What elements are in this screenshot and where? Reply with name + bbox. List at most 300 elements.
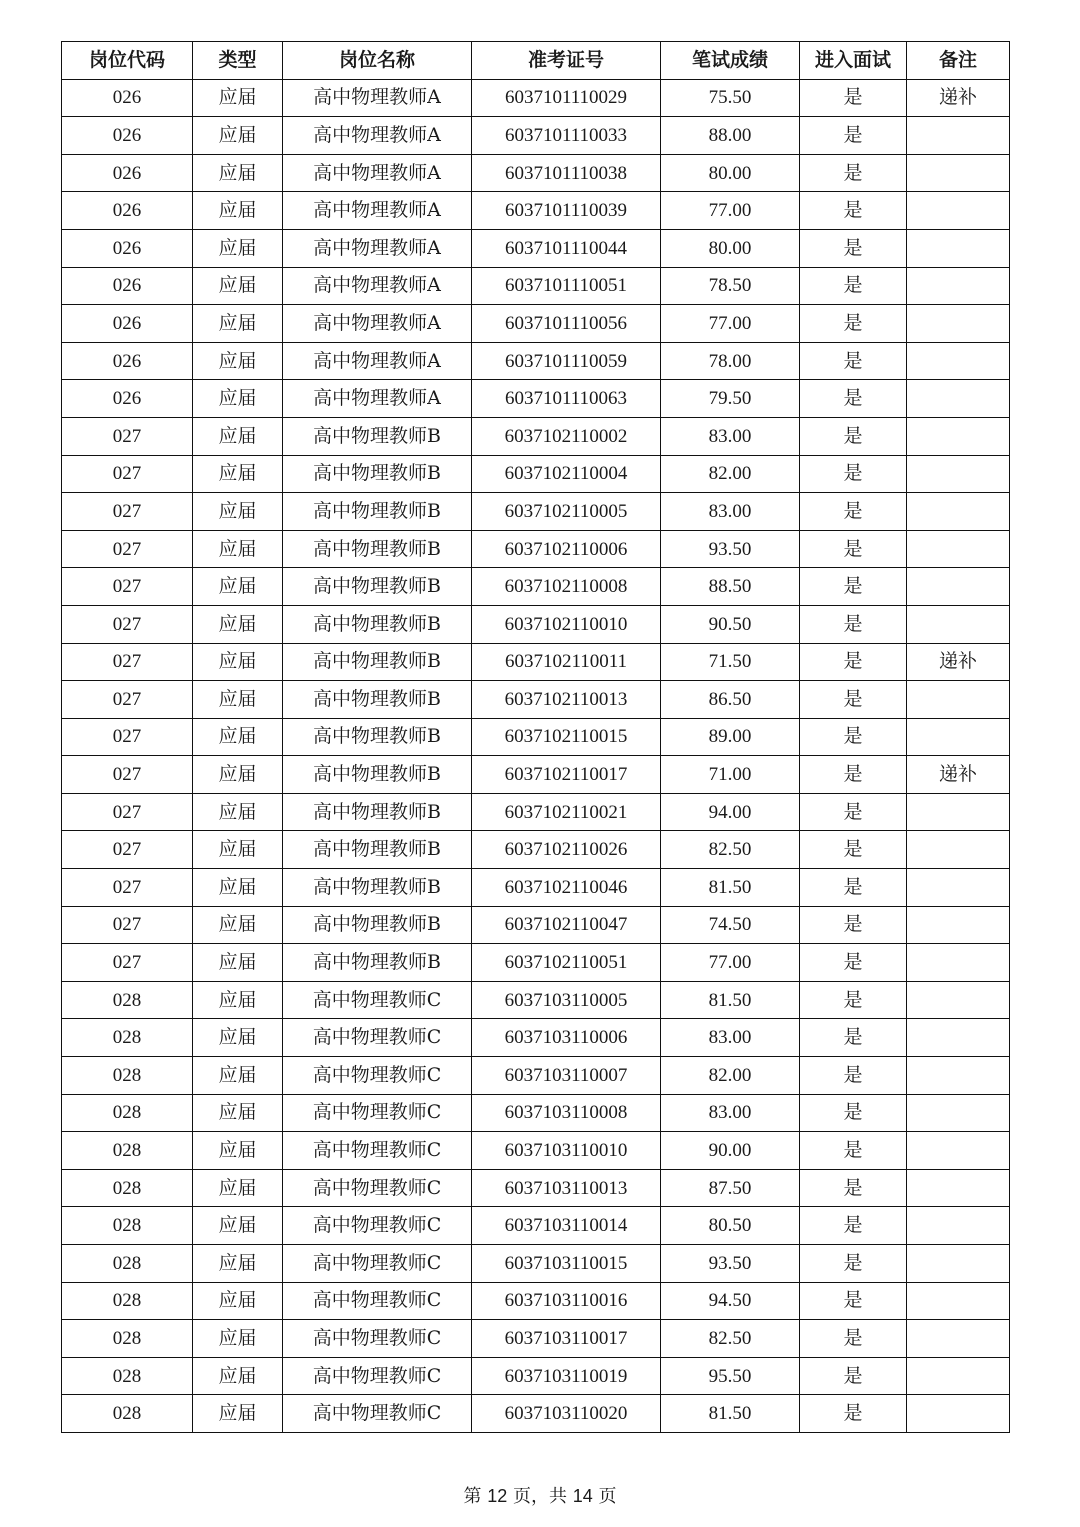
written-score-cell: 79.50: [661, 380, 800, 418]
position-name-cell: 高中物理教师A: [283, 267, 472, 305]
position-name-cell: 高中物理教师A: [283, 117, 472, 155]
remarks-cell: 递补: [907, 643, 1010, 681]
position-code-cell: 027: [62, 455, 193, 493]
footer-prefix: 第: [463, 1486, 482, 1507]
position-code-cell: 028: [62, 1395, 193, 1433]
written-score-cell: 81.50: [661, 869, 800, 907]
position-name-cell: 高中物理教师A: [283, 229, 472, 267]
written-score-cell: 86.50: [661, 681, 800, 719]
position-code-cell: 026: [62, 305, 193, 343]
admission-number-cell: 6037103110020: [472, 1395, 661, 1433]
position-code-cell: 026: [62, 79, 193, 117]
remarks-cell: [907, 1245, 1010, 1283]
interview-cell: 是: [800, 981, 907, 1019]
admission-number-cell: 6037103110019: [472, 1357, 661, 1395]
admission-number-cell: 6037102110046: [472, 869, 661, 907]
written-score-cell: 93.50: [661, 1245, 800, 1283]
position-name-cell: 高中物理教师C: [283, 1132, 472, 1170]
interview-cell: 是: [800, 455, 907, 493]
remarks-cell: [907, 1395, 1010, 1433]
admission-number-cell: 6037103110013: [472, 1169, 661, 1207]
table-row: [62, 944, 1010, 982]
position-name-cell: 高中物理教师B: [283, 681, 472, 719]
table-row: [62, 79, 1010, 117]
remarks-cell: [907, 831, 1010, 869]
remarks-cell: [907, 718, 1010, 756]
table-row: [62, 869, 1010, 907]
written-score-cell: 81.50: [661, 981, 800, 1019]
written-score-cell: 87.50: [661, 1169, 800, 1207]
remarks-cell: [907, 1282, 1010, 1320]
type-cell: 应届: [193, 1019, 283, 1057]
table-row: [62, 1057, 1010, 1095]
table-row: [62, 1245, 1010, 1283]
position-code-cell: 026: [62, 229, 193, 267]
interview-cell: 是: [800, 1245, 907, 1283]
written-score-cell: 82.50: [661, 831, 800, 869]
type-cell: 应届: [193, 267, 283, 305]
admission-number-cell: 6037102110017: [472, 756, 661, 794]
admission-number-cell: 6037102110013: [472, 681, 661, 719]
table-row: [62, 1282, 1010, 1320]
remarks-cell: 递补: [907, 79, 1010, 117]
table-row: [62, 417, 1010, 455]
interview-cell: 是: [800, 869, 907, 907]
remarks-cell: [907, 1057, 1010, 1095]
position-name-cell: 高中物理教师C: [283, 1245, 472, 1283]
interview-cell: 是: [800, 229, 907, 267]
position-name-cell: 高中物理教师A: [283, 154, 472, 192]
type-cell: 应届: [193, 944, 283, 982]
type-cell: 应届: [193, 417, 283, 455]
interview-cell: 是: [800, 417, 907, 455]
table-row: [62, 906, 1010, 944]
position-name-cell: 高中物理教师C: [283, 1207, 472, 1245]
position-code-cell: 027: [62, 831, 193, 869]
type-cell: 应届: [193, 192, 283, 230]
remarks-cell: [907, 493, 1010, 531]
admission-number-cell: 6037103110014: [472, 1207, 661, 1245]
table-row: [62, 1132, 1010, 1170]
interview-cell: 是: [800, 944, 907, 982]
admission-number-cell: 6037102110015: [472, 718, 661, 756]
admission-number-cell: 6037103110010: [472, 1132, 661, 1170]
written-score-cell: 82.00: [661, 1057, 800, 1095]
admission-number-cell: 6037101110029: [472, 79, 661, 117]
type-cell: 应届: [193, 342, 283, 380]
table-row: [62, 1357, 1010, 1395]
type-cell: 应届: [193, 681, 283, 719]
admission-number-cell: 6037103110006: [472, 1019, 661, 1057]
written-score-cell: 75.50: [661, 79, 800, 117]
type-cell: 应届: [193, 1282, 283, 1320]
admission-number-cell: 6037102110051: [472, 944, 661, 982]
interview-cell: 是: [800, 793, 907, 831]
interview-cell: 是: [800, 192, 907, 230]
admission-number-cell: 6037102110005: [472, 493, 661, 531]
position-name-cell: 高中物理教师B: [283, 530, 472, 568]
position-name-cell: 高中物理教师A: [283, 79, 472, 117]
remarks-cell: [907, 305, 1010, 343]
remarks-cell: [907, 793, 1010, 831]
written-score-cell: 82.00: [661, 455, 800, 493]
written-score-cell: 90.50: [661, 605, 800, 643]
table-row: [62, 1207, 1010, 1245]
admission-number-cell: 6037101110033: [472, 117, 661, 155]
position-code-cell: 027: [62, 944, 193, 982]
position-code-cell: 028: [62, 1245, 193, 1283]
type-cell: 应届: [193, 1357, 283, 1395]
type-cell: 应届: [193, 117, 283, 155]
table-body: [62, 79, 1010, 1432]
interview-cell: 是: [800, 831, 907, 869]
remarks-cell: 递补: [907, 756, 1010, 794]
interview-cell: 是: [800, 568, 907, 606]
total-pages-number: 14: [572, 1486, 593, 1506]
position-name-cell: 高中物理教师C: [283, 1395, 472, 1433]
remarks-cell: [907, 981, 1010, 1019]
position-name-cell: 高中物理教师B: [283, 793, 472, 831]
position-code-cell: 028: [62, 1207, 193, 1245]
written-score-cell: 74.50: [661, 906, 800, 944]
position-name-cell: 高中物理教师B: [283, 718, 472, 756]
position-code-cell: 028: [62, 981, 193, 1019]
remarks-cell: [907, 380, 1010, 418]
written-score-cell: 78.50: [661, 267, 800, 305]
position-name-cell: 高中物理教师B: [283, 605, 472, 643]
written-score-cell: 93.50: [661, 530, 800, 568]
position-code-cell: 027: [62, 869, 193, 907]
position-name-cell: 高中物理教师C: [283, 1282, 472, 1320]
interview-cell: 是: [800, 1282, 907, 1320]
type-cell: 应届: [193, 1320, 283, 1358]
admission-number-cell: 6037102110021: [472, 793, 661, 831]
remarks-cell: [907, 154, 1010, 192]
type-cell: 应届: [193, 831, 283, 869]
written-score-cell: 71.00: [661, 756, 800, 794]
admission-number-cell: 6037101110051: [472, 267, 661, 305]
position-code-cell: 028: [62, 1057, 193, 1095]
header-interview: 进入面试: [800, 42, 907, 80]
position-code-cell: 028: [62, 1169, 193, 1207]
interview-cell: 是: [800, 1320, 907, 1358]
interview-cell: 是: [800, 718, 907, 756]
type-cell: 应届: [193, 154, 283, 192]
admission-number-cell: 6037102110026: [472, 831, 661, 869]
table-row: [62, 981, 1010, 1019]
table-row: [62, 192, 1010, 230]
remarks-cell: [907, 1207, 1010, 1245]
remarks-cell: [907, 906, 1010, 944]
type-cell: 应届: [193, 493, 283, 531]
position-name-cell: 高中物理教师A: [283, 342, 472, 380]
interview-cell: 是: [800, 267, 907, 305]
position-code-cell: 027: [62, 718, 193, 756]
remarks-cell: [907, 1357, 1010, 1395]
table-row: [62, 605, 1010, 643]
admission-number-cell: 6037103110015: [472, 1245, 661, 1283]
type-cell: 应届: [193, 793, 283, 831]
type-cell: 应届: [193, 1057, 283, 1095]
position-name-cell: 高中物理教师B: [283, 493, 472, 531]
table-row: [62, 1169, 1010, 1207]
header-type: 类型: [193, 42, 283, 80]
type-cell: 应届: [193, 380, 283, 418]
written-score-cell: 82.50: [661, 1320, 800, 1358]
written-score-cell: 80.00: [661, 229, 800, 267]
position-name-cell: 高中物理教师C: [283, 981, 472, 1019]
table-row: [62, 718, 1010, 756]
interview-cell: 是: [800, 1207, 907, 1245]
table-row: [62, 1094, 1010, 1132]
admission-number-cell: 6037102110047: [472, 906, 661, 944]
admission-number-cell: 6037102110002: [472, 417, 661, 455]
type-cell: 应届: [193, 906, 283, 944]
written-score-cell: 77.00: [661, 192, 800, 230]
position-code-cell: 027: [62, 643, 193, 681]
written-score-cell: 83.00: [661, 417, 800, 455]
type-cell: 应届: [193, 869, 283, 907]
position-code-cell: 027: [62, 493, 193, 531]
type-cell: 应届: [193, 79, 283, 117]
position-code-cell: 027: [62, 906, 193, 944]
remarks-cell: [907, 455, 1010, 493]
written-score-cell: 89.00: [661, 718, 800, 756]
remarks-cell: [907, 1094, 1010, 1132]
written-score-cell: 80.00: [661, 154, 800, 192]
type-cell: 应届: [193, 981, 283, 1019]
header-admission-number: 准考证号: [472, 42, 661, 80]
interview-cell: 是: [800, 605, 907, 643]
position-code-cell: 027: [62, 417, 193, 455]
remarks-cell: [907, 1320, 1010, 1358]
admission-number-cell: 6037102110006: [472, 530, 661, 568]
admission-number-cell: 6037102110010: [472, 605, 661, 643]
interview-cell: 是: [800, 117, 907, 155]
interview-cell: 是: [800, 681, 907, 719]
position-code-cell: 026: [62, 192, 193, 230]
table-row: [62, 793, 1010, 831]
interview-cell: 是: [800, 1357, 907, 1395]
type-cell: 应届: [193, 1207, 283, 1245]
admission-number-cell: 6037103110005: [472, 981, 661, 1019]
remarks-cell: [907, 342, 1010, 380]
interview-cell: 是: [800, 530, 907, 568]
remarks-cell: [907, 530, 1010, 568]
type-cell: 应届: [193, 1132, 283, 1170]
interview-cell: 是: [800, 1094, 907, 1132]
type-cell: 应届: [193, 305, 283, 343]
admission-number-cell: 6037103110016: [472, 1282, 661, 1320]
position-name-cell: 高中物理教师C: [283, 1057, 472, 1095]
type-cell: 应届: [193, 756, 283, 794]
remarks-cell: [907, 267, 1010, 305]
admission-number-cell: 6037103110007: [472, 1057, 661, 1095]
remarks-cell: [907, 944, 1010, 982]
table-row: [62, 154, 1010, 192]
admission-number-cell: 6037101110059: [472, 342, 661, 380]
interview-cell: 是: [800, 380, 907, 418]
written-score-cell: 80.50: [661, 1207, 800, 1245]
position-code-cell: 027: [62, 605, 193, 643]
table-row: [62, 267, 1010, 305]
written-score-cell: 83.00: [661, 1094, 800, 1132]
table-row: [62, 831, 1010, 869]
type-cell: 应届: [193, 1094, 283, 1132]
interview-cell: 是: [800, 79, 907, 117]
admission-number-cell: 6037101110039: [472, 192, 661, 230]
admission-number-cell: 6037103110017: [472, 1320, 661, 1358]
position-name-cell: 高中物理教师C: [283, 1169, 472, 1207]
remarks-cell: [907, 568, 1010, 606]
remarks-cell: [907, 229, 1010, 267]
position-name-cell: 高中物理教师B: [283, 417, 472, 455]
table-row: [62, 681, 1010, 719]
written-score-cell: 77.00: [661, 305, 800, 343]
position-code-cell: 027: [62, 568, 193, 606]
remarks-cell: [907, 417, 1010, 455]
interview-cell: 是: [800, 1057, 907, 1095]
table-row: [62, 229, 1010, 267]
table-row: [62, 493, 1010, 531]
remarks-cell: [907, 605, 1010, 643]
remarks-cell: [907, 117, 1010, 155]
table-row: [62, 568, 1010, 606]
position-name-cell: 高中物理教师B: [283, 643, 472, 681]
table-row: [62, 305, 1010, 343]
type-cell: 应届: [193, 455, 283, 493]
table-row: [62, 455, 1010, 493]
position-code-cell: 026: [62, 117, 193, 155]
type-cell: 应届: [193, 568, 283, 606]
type-cell: 应届: [193, 1169, 283, 1207]
position-code-cell: 027: [62, 530, 193, 568]
written-score-cell: 90.00: [661, 1132, 800, 1170]
admission-number-cell: 6037102110008: [472, 568, 661, 606]
position-code-cell: 027: [62, 681, 193, 719]
table-row: [62, 643, 1010, 681]
position-code-cell: 028: [62, 1019, 193, 1057]
admission-number-cell: 6037103110008: [472, 1094, 661, 1132]
footer-suffix: 页: [598, 1486, 617, 1507]
position-code-cell: 028: [62, 1282, 193, 1320]
interview-cell: 是: [800, 906, 907, 944]
footer-middle: 页，共: [513, 1486, 567, 1507]
written-score-cell: 94.00: [661, 793, 800, 831]
header-position-name: 岗位名称: [283, 42, 472, 80]
position-name-cell: 高中物理教师B: [283, 756, 472, 794]
header-remarks: 备注: [907, 42, 1010, 80]
position-name-cell: 高中物理教师A: [283, 305, 472, 343]
position-name-cell: 高中物理教师A: [283, 192, 472, 230]
current-page-number: 12: [487, 1486, 508, 1506]
table-row: [62, 1320, 1010, 1358]
remarks-cell: [907, 1169, 1010, 1207]
type-cell: 应届: [193, 643, 283, 681]
interview-cell: 是: [800, 1019, 907, 1057]
page-footer: [0, 1482, 1080, 1508]
table-header-row: [62, 42, 1010, 80]
position-code-cell: 028: [62, 1132, 193, 1170]
position-code-cell: 028: [62, 1094, 193, 1132]
interview-cell: 是: [800, 643, 907, 681]
position-name-cell: 高中物理教师B: [283, 944, 472, 982]
position-code-cell: 028: [62, 1320, 193, 1358]
position-code-cell: 026: [62, 380, 193, 418]
interview-cell: 是: [800, 305, 907, 343]
written-score-cell: 71.50: [661, 643, 800, 681]
position-name-cell: 高中物理教师A: [283, 380, 472, 418]
position-code-cell: 026: [62, 342, 193, 380]
type-cell: 应届: [193, 718, 283, 756]
type-cell: 应届: [193, 605, 283, 643]
position-name-cell: 高中物理教师B: [283, 568, 472, 606]
position-name-cell: 高中物理教师B: [283, 831, 472, 869]
position-name-cell: 高中物理教师C: [283, 1094, 472, 1132]
written-score-cell: 83.00: [661, 493, 800, 531]
remarks-cell: [907, 192, 1010, 230]
position-code-cell: 026: [62, 154, 193, 192]
interview-cell: 是: [800, 342, 907, 380]
table-row: [62, 530, 1010, 568]
table-row: [62, 342, 1010, 380]
type-cell: 应届: [193, 1245, 283, 1283]
interview-cell: 是: [800, 1395, 907, 1433]
remarks-cell: [907, 1132, 1010, 1170]
header-position-code: 岗位代码: [62, 42, 193, 80]
type-cell: 应届: [193, 1395, 283, 1433]
admission-number-cell: 6037101110063: [472, 380, 661, 418]
position-name-cell: 高中物理教师B: [283, 455, 472, 493]
admission-number-cell: 6037101110044: [472, 229, 661, 267]
written-score-cell: 78.00: [661, 342, 800, 380]
score-table: [61, 41, 1010, 1433]
admission-number-cell: 6037101110038: [472, 154, 661, 192]
position-name-cell: 高中物理教师C: [283, 1019, 472, 1057]
position-code-cell: 027: [62, 756, 193, 794]
position-code-cell: 026: [62, 267, 193, 305]
written-score-cell: 83.00: [661, 1019, 800, 1057]
interview-cell: 是: [800, 493, 907, 531]
written-score-cell: 94.50: [661, 1282, 800, 1320]
remarks-cell: [907, 681, 1010, 719]
remarks-cell: [907, 869, 1010, 907]
admission-number-cell: 6037102110011: [472, 643, 661, 681]
position-name-cell: 高中物理教师B: [283, 906, 472, 944]
header-written-score: 笔试成绩: [661, 42, 800, 80]
position-code-cell: 028: [62, 1357, 193, 1395]
table-row: [62, 117, 1010, 155]
position-name-cell: 高中物理教师C: [283, 1357, 472, 1395]
written-score-cell: 88.50: [661, 568, 800, 606]
position-name-cell: 高中物理教师C: [283, 1320, 472, 1358]
admission-number-cell: 6037102110004: [472, 455, 661, 493]
table-row: [62, 1019, 1010, 1057]
table-row: [62, 1395, 1010, 1433]
interview-cell: 是: [800, 1132, 907, 1170]
table-row: [62, 380, 1010, 418]
written-score-cell: 81.50: [661, 1395, 800, 1433]
position-code-cell: 027: [62, 793, 193, 831]
interview-cell: 是: [800, 1169, 907, 1207]
written-score-cell: 77.00: [661, 944, 800, 982]
table-row: [62, 756, 1010, 794]
position-name-cell: 高中物理教师B: [283, 869, 472, 907]
interview-cell: 是: [800, 154, 907, 192]
interview-cell: 是: [800, 756, 907, 794]
type-cell: 应届: [193, 530, 283, 568]
type-cell: 应届: [193, 229, 283, 267]
